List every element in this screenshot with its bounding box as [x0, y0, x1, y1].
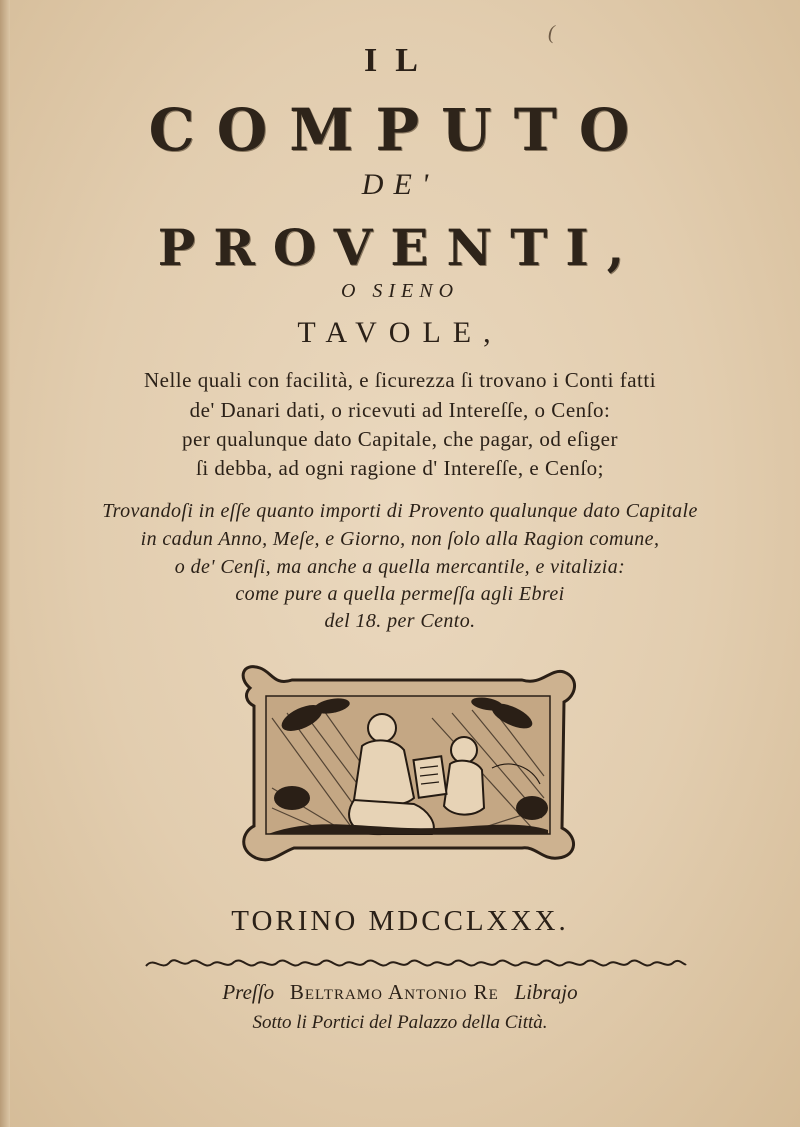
title-o-sieno: O SIENO: [340, 280, 460, 302]
title-tavole: TAVOLE,: [297, 316, 503, 349]
ornamental-rule: [142, 952, 688, 974]
title-proventi: PROVENTI,: [157, 218, 643, 277]
italic-line: in cadun Anno, Meſe, e Giorno, non ſolo alla Ragion comune,: [140, 528, 660, 550]
imprint-presso: Preſſo: [222, 980, 275, 1004]
imprint-place-date: TORINO MDCCLXXX.: [231, 905, 569, 937]
imprint-printer-line: [0, 980, 800, 1005]
italic-line: Trovandoſi in eſſe quanto importi di Provento qualunque dato Capitale: [102, 500, 698, 522]
title-computo: COMPUTO: [148, 96, 652, 164]
imprint-librajo: Librajo: [514, 980, 578, 1004]
title-il: IL: [364, 42, 436, 79]
imprint-printer: Beltramo Antonio Re: [289, 980, 499, 1004]
description-line: Nelle quali con facilità, e ſicurezza ſi trovano i Conti fatti: [143, 368, 657, 392]
margin-mark: (: [548, 22, 555, 44]
title-de: DE': [361, 168, 439, 201]
imprint-address: Sotto li Portici del Palazzo della Città.: [252, 1012, 548, 1033]
engraved-vignette: [232, 658, 584, 868]
description-line: per qualunque dato Capitale, che pagar, od eſiger: [182, 427, 618, 451]
italic-line: come pure a quella permeſſa agli Ebrei: [235, 583, 565, 605]
italic-line: del 18. per Cento.: [324, 610, 476, 632]
italic-line: o de' Cenſi, ma anche a quella mercantile, e vitalizia:: [174, 556, 626, 578]
description-line: ſi debba, ad ogni ragione d' Intereſſe, e Cenſo;: [196, 456, 604, 480]
description-line: de' Danari dati, o ricevuti ad Intereſſe, o Cenſo:: [189, 398, 611, 422]
